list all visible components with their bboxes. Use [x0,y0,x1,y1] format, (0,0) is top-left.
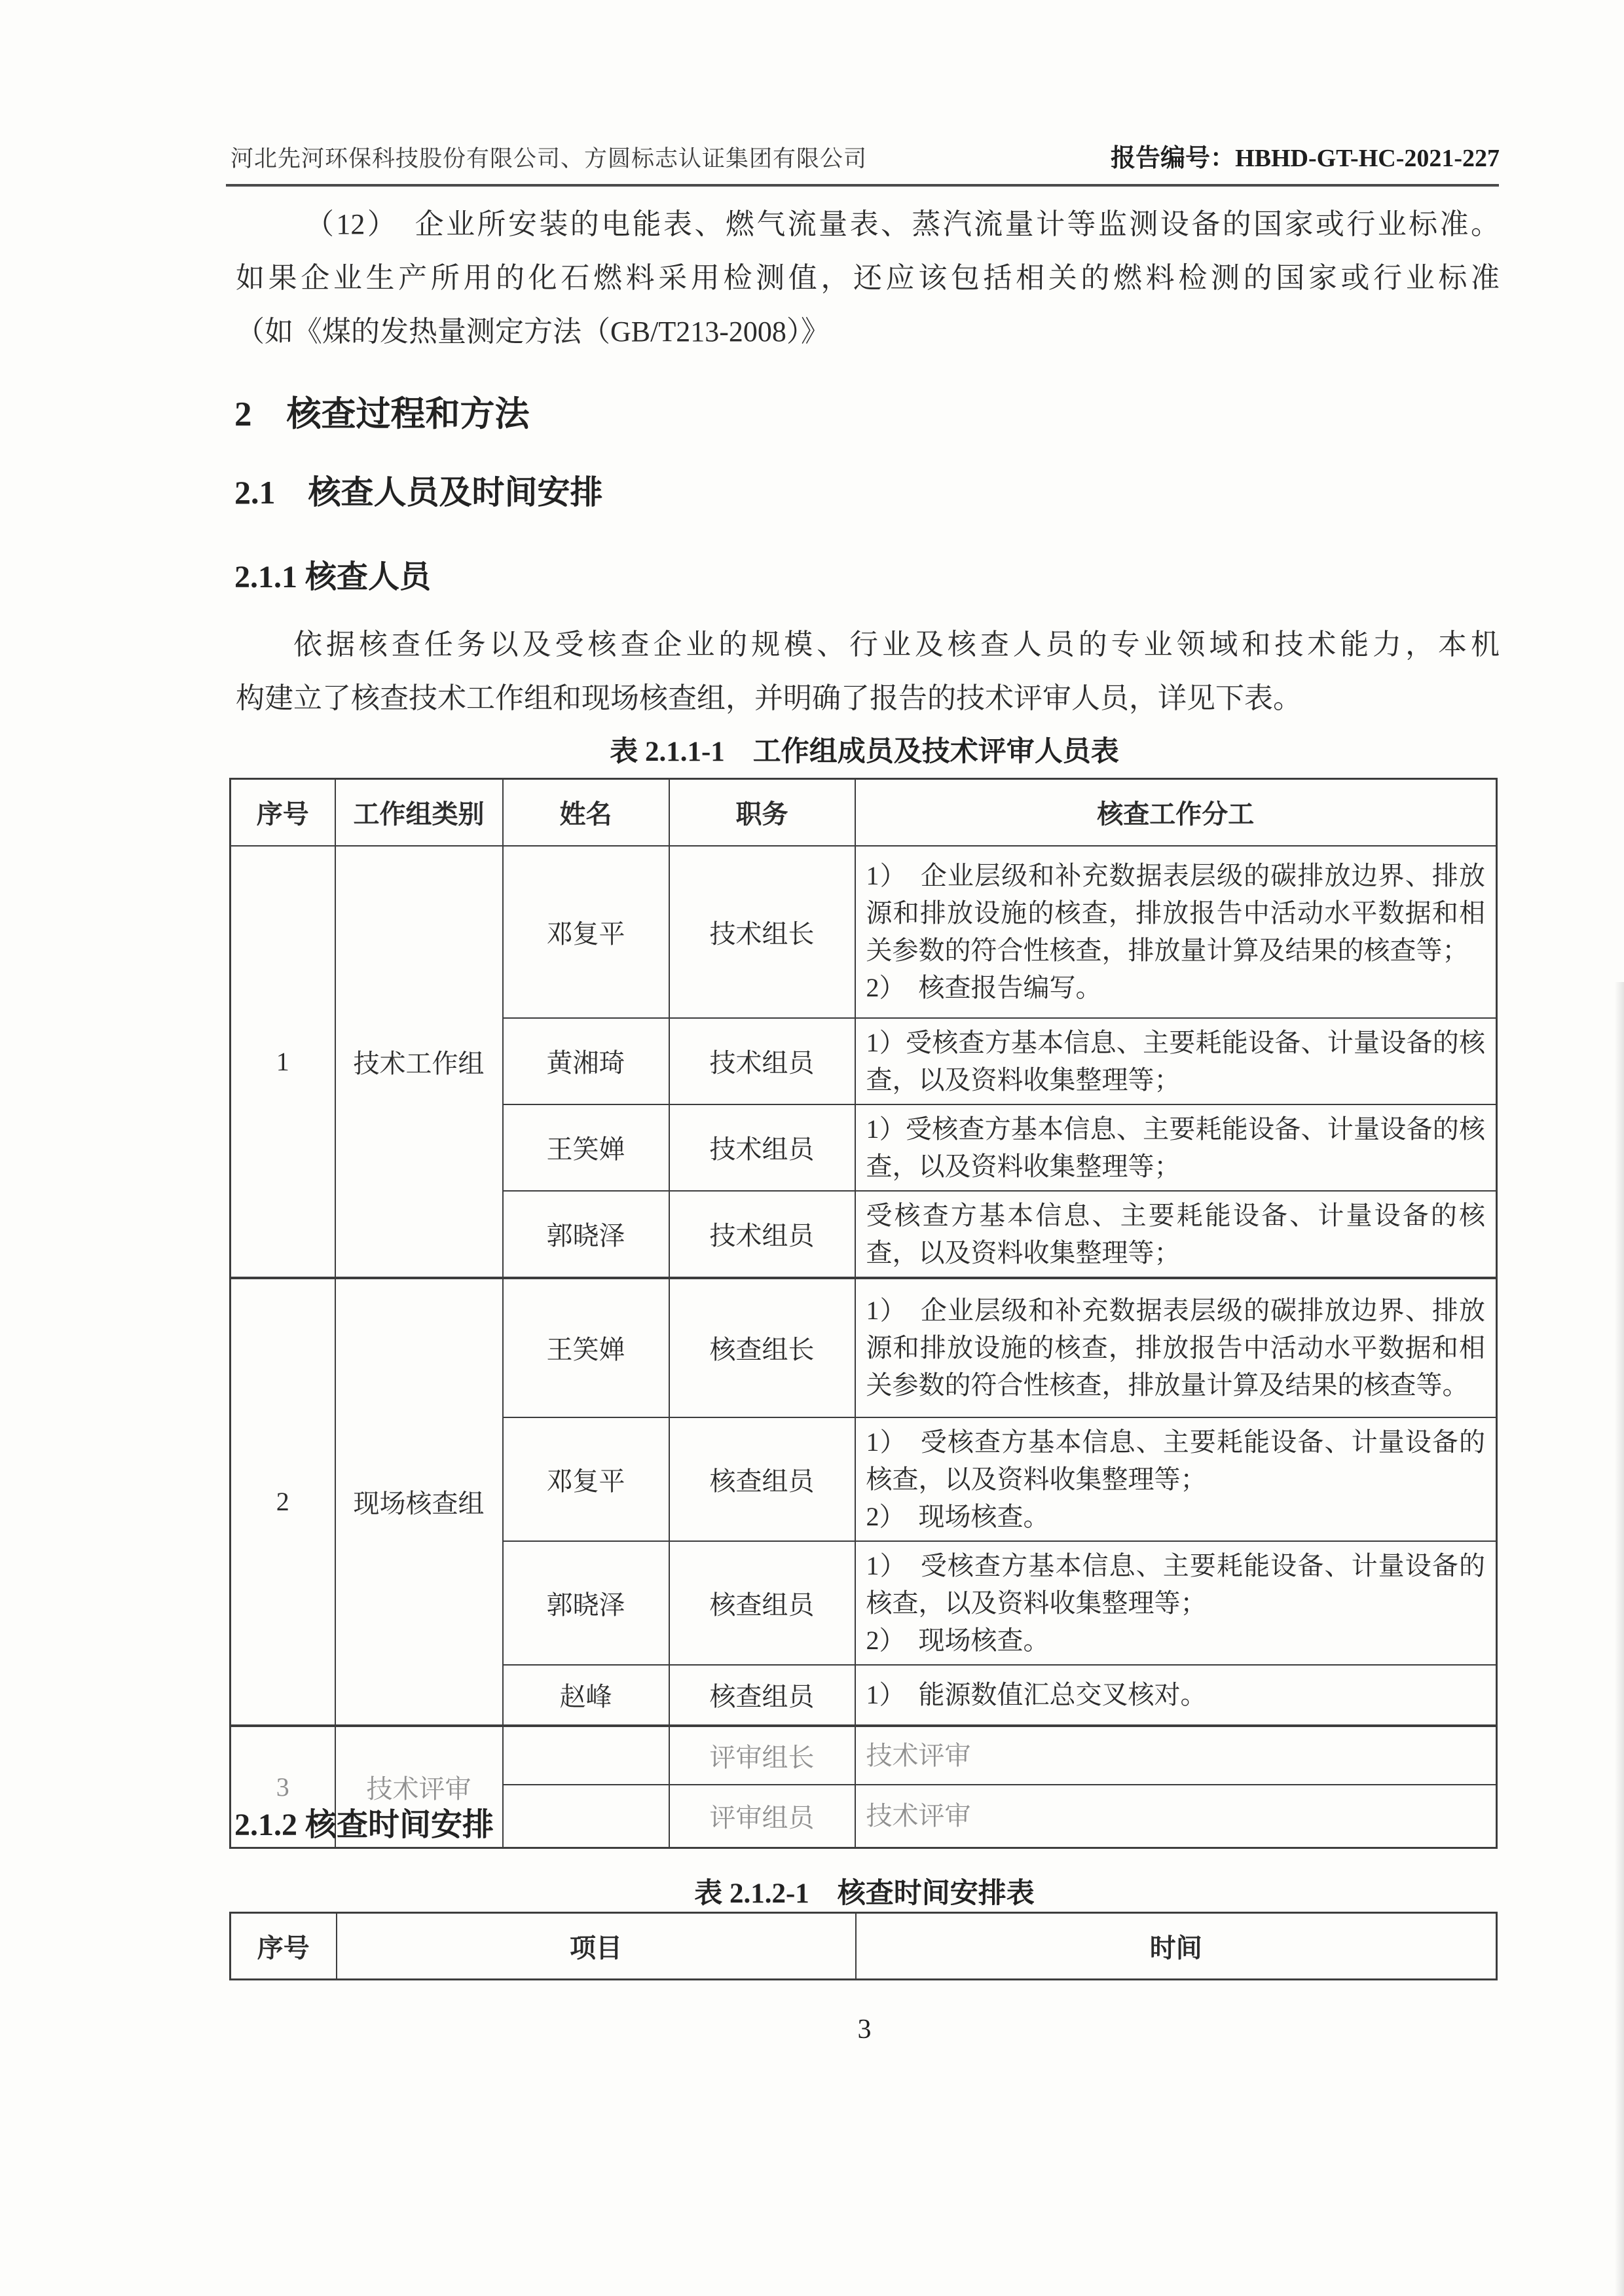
column-header-name: 姓名 [503,779,669,846]
cell-role: 技术组员 [669,1018,855,1104]
cell-duties: 1） 受核查方基本信息、主要耗能设备、计量设备的核查，以及资料收集整理等； 2） 现场核查。 [855,1541,1497,1665]
heading-section-2-1-1: 2.1.1 核查人员 [234,560,432,594]
heading-section-2-1: 2.1 核查人员及时间安排 [234,474,603,511]
table-row [231,1278,1497,1417]
cell-role: 技术组员 [669,1191,855,1278]
column-header-item: 项目 [337,1913,856,1980]
cell-role: 技术组员 [669,1104,855,1191]
table1-title: 表 2.1.1-1 工作组成员及技术评审人员表 [610,737,1119,767]
paragraph-team [236,618,1500,725]
paragraph-line: （如《煤的发热量测定方法（GB/T213-2008）》 [236,316,830,348]
cell-name: 赵峰 [503,1665,669,1726]
heading-section-2-1-2: 2.1.2 核查时间安排 [234,1808,494,1842]
paragraph-line: 构建立了核查技术工作组和现场核查组，并明确了报告的技术评审人员，详见下表。 [236,682,1302,714]
header-report-number [1111,137,1500,173]
work-group-table [229,778,1498,1849]
paragraph-line: （12） 企业所安装的电能表、燃气流量表、蒸汽流量计等监测设备的国家或行业标准。 [305,208,1500,240]
cell-role: 核查组员 [669,1541,855,1665]
table-row [231,846,1497,1018]
cell-name [503,1785,669,1848]
cell-name [503,1726,669,1785]
page-number: 3 [857,2014,872,2045]
table2-title: 表 2.1.2-1 核查时间安排表 [694,1878,1035,1909]
cell-role: 评审组员 [669,1785,855,1848]
column-header-seq: 序号 [231,1913,337,1980]
column-header-time: 时间 [856,1913,1497,1980]
cell-role: 技术组长 [669,846,855,1018]
table-row [231,1726,1497,1785]
cell-group-no: 2 [231,1278,335,1726]
cell-duties: 技术评审 [855,1785,1497,1848]
column-header-role: 职务 [669,779,855,846]
header-company-name: 河北先河环保科技股份有限公司、方圆标志认证集团有限公司 [231,146,868,172]
report-number-label: 报告编号： [1111,145,1236,172]
cell-group-category: 技术工作组 [335,846,503,1278]
cell-role: 核查组员 [669,1417,855,1541]
cell-duties: 1） 企业层级和补充数据表层级的碳排放边界、排放源和排放设施的核查，排放报告中活动水平数据和相关参数的符合性核查，排放量计算及结果的核查等。 [855,1278,1497,1417]
page-header [231,137,1500,173]
cell-duties: 1） 受核查方基本信息、主要耗能设备、计量设备的核查，以及资料收集整理等； 2） 现场核查。 [855,1417,1497,1541]
cell-duties: 1）受核查方基本信息、主要耗能设备、计量设备的核查，以及资料收集整理等； [855,1104,1497,1191]
table-header-row [231,1913,1497,1980]
cell-name: 邓复平 [503,1417,669,1541]
cell-role: 核查组长 [669,1278,855,1417]
heading-section-2: 2 核查过程和方法 [234,395,530,433]
cell-name: 邓复平 [503,846,669,1018]
cell-duties: 受核查方基本信息、主要耗能设备、计量设备的核查，以及资料收集整理等； [855,1191,1497,1278]
cell-name: 王笑婵 [503,1278,669,1417]
column-header-seq: 序号 [231,779,335,846]
table-header-row [231,779,1497,846]
scan-edge-shadow [1615,982,1624,2296]
cell-name: 黄湘琦 [503,1018,669,1104]
cell-group-category: 技术评审 [335,1726,503,1848]
cell-name: 郭晓泽 [503,1541,669,1665]
cell-name: 王笑婵 [503,1104,669,1191]
paragraph-line: 依据核查任务以及受核查企业的规模、行业及核查人员的专业领域和技术能力，本机 [293,629,1500,661]
schedule-table [229,1912,1498,1980]
paragraph-line: 如果企业生产所用的化石燃料采用检测值，还应该包括相关的燃料检测的国家或行业标准 [236,262,1500,294]
cell-group-no: 3 [231,1726,335,1848]
column-header-duties: 核查工作分工 [855,779,1497,846]
cell-duties: 1）受核查方基本信息、主要耗能设备、计量设备的核查，以及资料收集整理等； [855,1018,1497,1104]
paragraph-standards [236,198,1500,359]
column-header-category: 工作组类别 [335,779,503,846]
cell-role: 核查组员 [669,1665,855,1726]
cell-name: 郭晓泽 [503,1191,669,1278]
cell-role: 评审组长 [669,1726,855,1785]
cell-group-no: 1 [231,846,335,1278]
cell-duties: 1） 能源数值汇总交叉核对。 [855,1665,1497,1726]
cell-duties: 技术评审 [855,1726,1497,1785]
header-divider [226,184,1499,187]
cell-duties: 1） 企业层级和补充数据表层级的碳排放边界、排放源和排放设施的核查，排放报告中活动水平数据和相关参数的符合性核查，排放量计算及结果的核查等； 2） 核查报告编写。 [855,846,1497,1018]
cell-group-category: 现场核查组 [335,1278,503,1726]
report-number-value: HBHD-GT-HC-2021-227 [1235,145,1500,172]
